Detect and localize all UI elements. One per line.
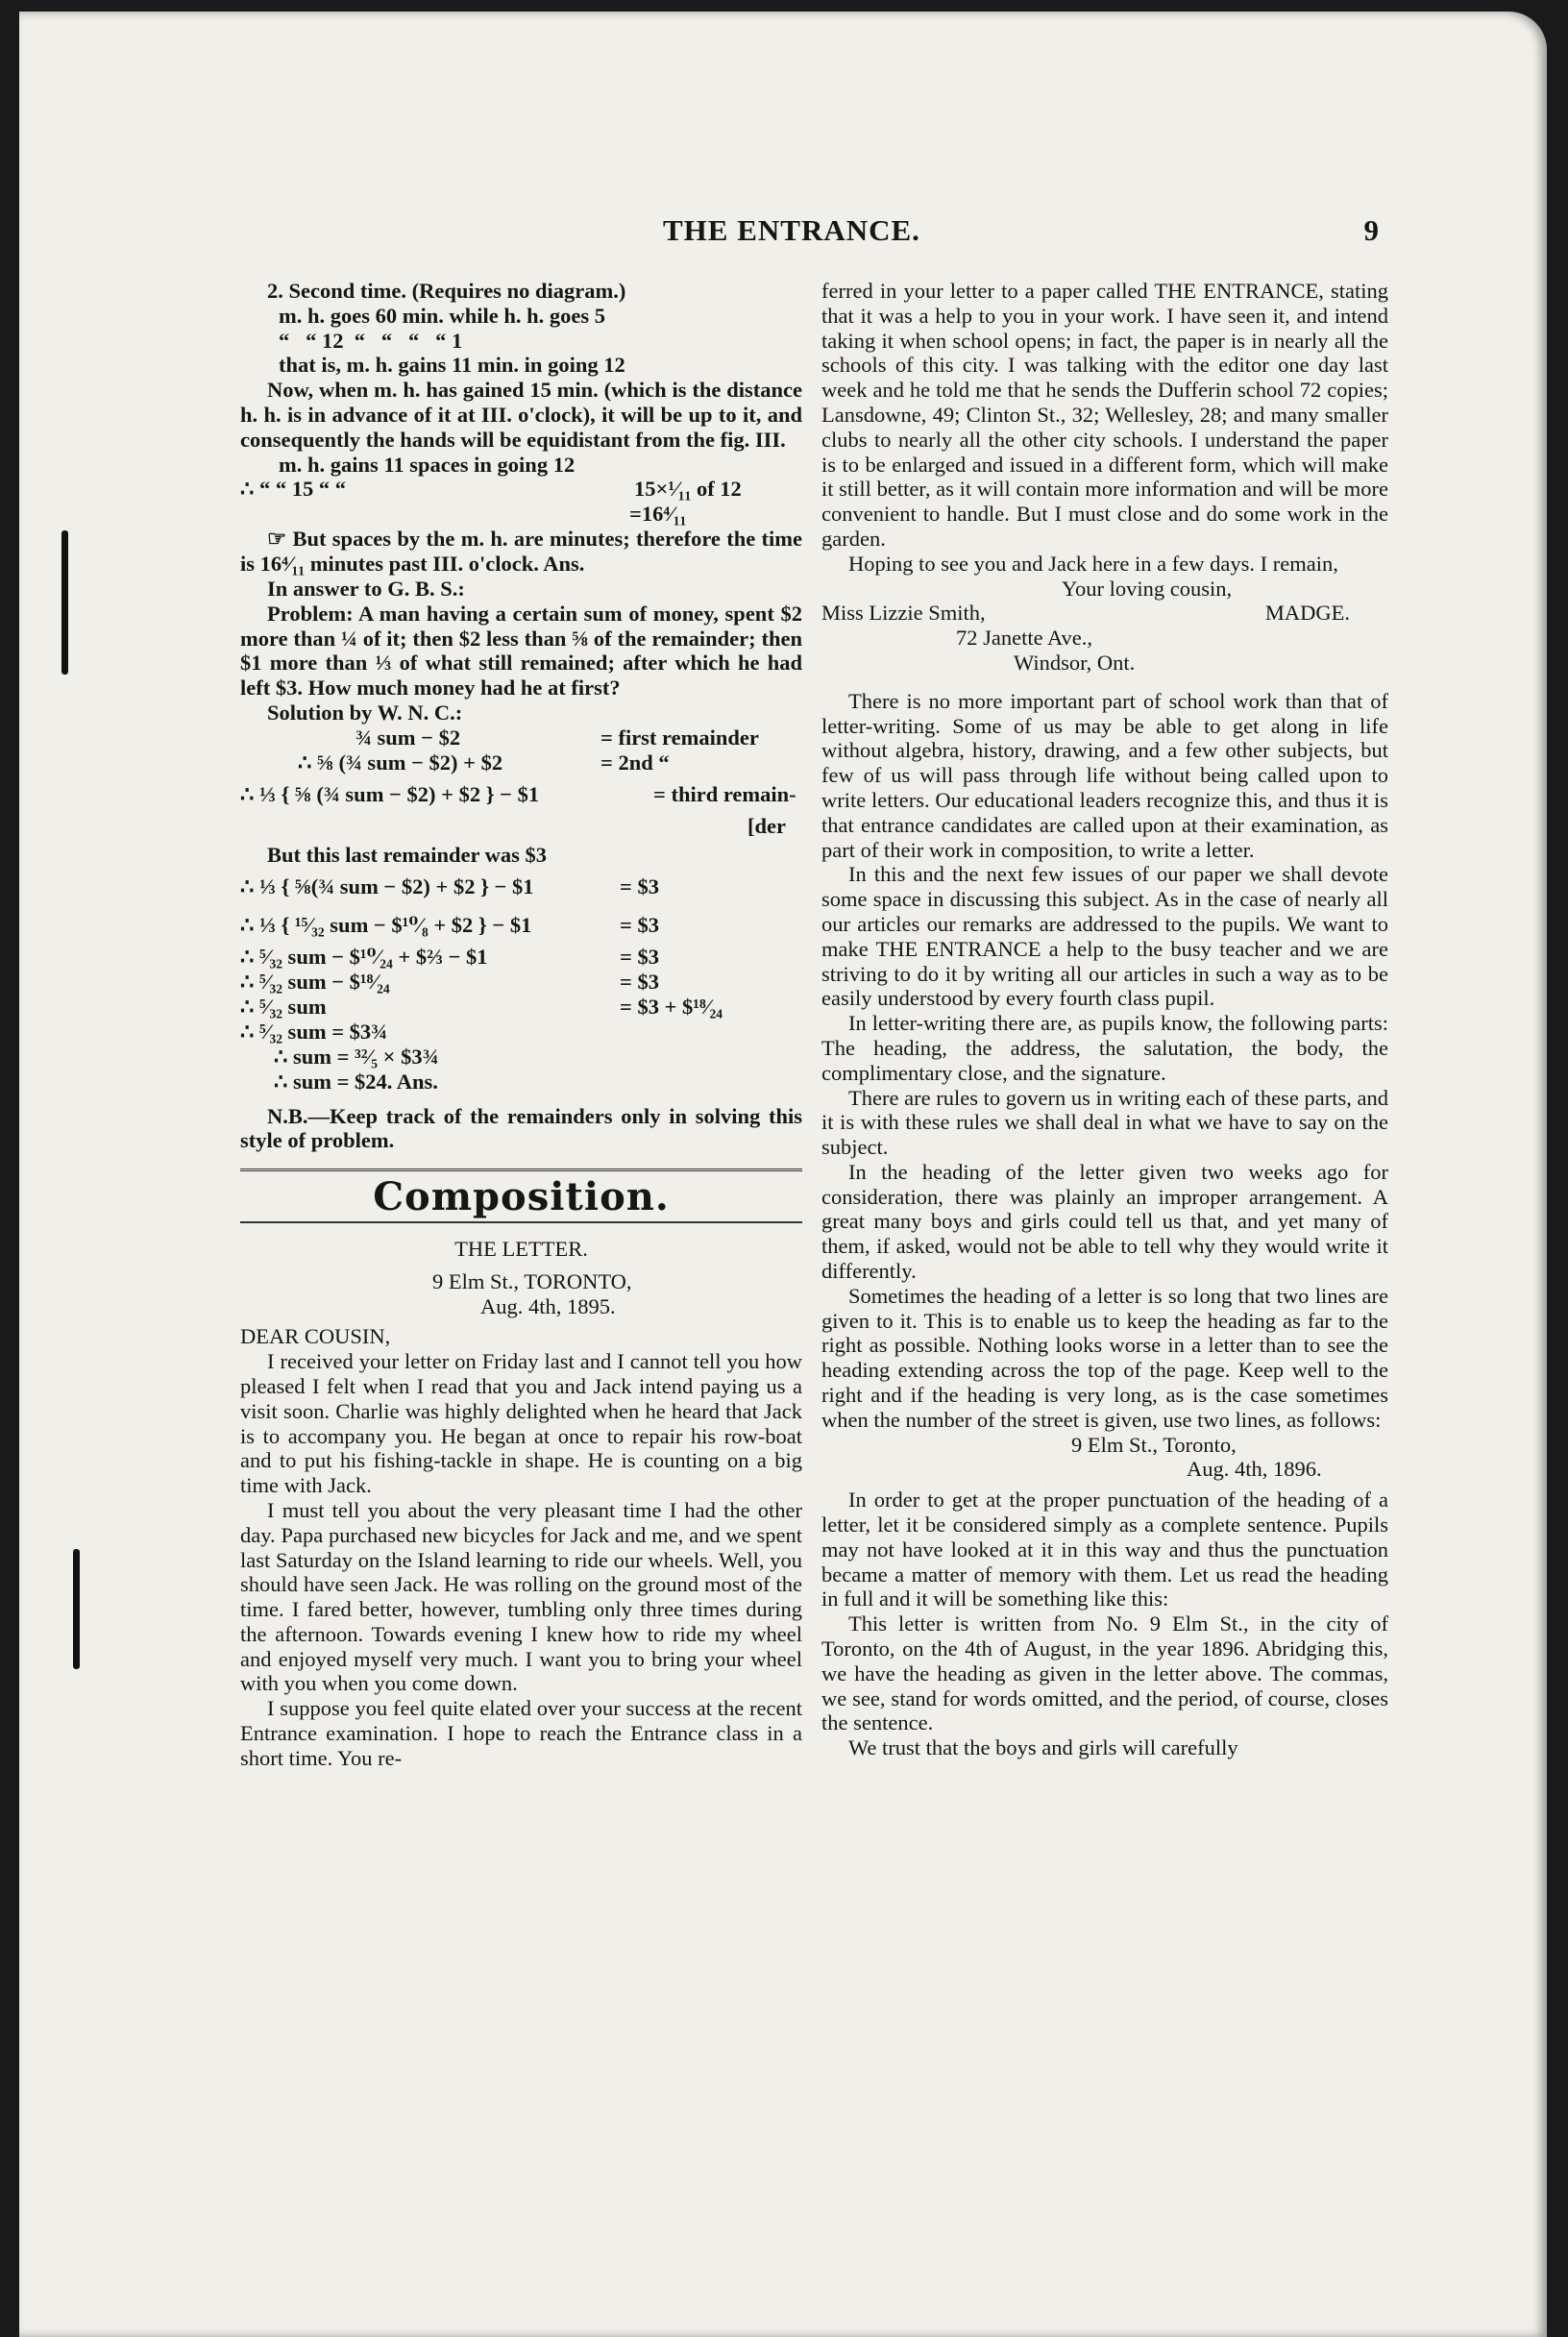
section-heading: Composition. xyxy=(373,1174,670,1220)
math-line: ∴ ⅓ { ¹⁵⁄₃₂ sum − $¹⁰⁄₈ + $2 } − $1 = $3 xyxy=(240,912,659,937)
header-title: THE ENTRANCE. xyxy=(663,213,920,247)
recipient-name: Miss Lizzie Smith, xyxy=(821,601,986,626)
recipient-address-line: Windsor, Ont. xyxy=(1014,650,1136,675)
math-line: m. h. goes 60 min. while h. h. goes 5 xyxy=(279,303,606,328)
math-line: ¾ sum − $2 = first remainder xyxy=(355,725,759,750)
paragraph: There are rules to govern us in writing each of these parts, and it is with these rules we shall deal in what we have to say on the subject. xyxy=(821,1085,1388,1160)
math-line: ∴ ⁵⁄₃₂ sum − $¹⁸⁄₂₄ = $3 xyxy=(240,969,659,994)
paragraph: 2. Second time. (Requires no diagram.) xyxy=(267,279,626,303)
right-column xyxy=(821,279,1388,1760)
paragraph: Solution by W. N. C.: xyxy=(267,700,463,725)
letter-signature: MADGE. xyxy=(1264,601,1350,626)
left-column xyxy=(240,279,802,1771)
math-line: ∴ ⅓ { ⅝ (¾ sum − $2) + $2 } − $1 = third remain- xyxy=(240,781,796,806)
math-line: m. h. gains 11 spaces in going 12 xyxy=(279,452,576,477)
letter-recipient-row xyxy=(821,601,1388,626)
math-line: ∴ ⅓ { ⅝(¾ sum − $2) + $2 } − $1 = $3 xyxy=(240,873,659,898)
paragraph: Problem: A man having a certain sum of money, spent $2 more than ¼ of it; then $2 less than ⅝ of the remainder; then $1 more than ⅓ of what still remained; after which he had left $3. How much money had he at first? xyxy=(240,601,802,701)
paragraph: In answer to G. B. S.: xyxy=(267,576,465,601)
letter-paragraph: I must tell you about the very pleasant time I had the other day. Papa purchased new bicycles for Jack and me, and we spent last Saturday on the Island learning to ride our wheels. Well, you should have seen Jack. He was rolling on the ground most of the time. I fared better, however, tumbling only three times during the afternoon. Towards evening I knew how to ride my wheel and enjoyed myself very much. I want you to bring your wheel with you when you come down. xyxy=(240,1497,802,1696)
note-paragraph: N.B.—Keep track of the remainders only in solving this style of problem. xyxy=(240,1103,802,1153)
section-divider xyxy=(240,1221,802,1223)
paragraph: In this and the next few issues of our paper we shall devote some space in discussing this subject. As in the case of nearly all our articles our remarks are addressed to the pupils. We want to make THE ENTRANCE a help to the busy teacher and we are striving to do it by writing all our articles in such a way as to be easily understood by every fourth class pupil. xyxy=(821,862,1388,1011)
letter-paragraph: I suppose you feel quite elated over your success at the recent Entrance examination. I hope to reach the Entrance class in a short time. You re- xyxy=(240,1696,802,1770)
letter-paragraph: I received your letter on Friday last and I cannot tell you how pleased I felt when I read that you and Jack intend paying us a visit soon. Charlie was highly delighted when he heard that Jack is to accompany you. He began at once to repair his row-boat and to put his fishing-tackle in shape. He is counting on a big time with Jack. xyxy=(240,1349,802,1498)
paragraph: Sometimes the heading of a letter is so long that two lines are given to it. This is to enable us to keep the heading as far to the right as possible. Nothing looks worse in a letter than to see the heading extending across the top of the page. Keep well to the right and if the heading is very long, as is the case sometimes when the number of the street is given, use two lines, as follows: xyxy=(821,1283,1388,1432)
letter-paragraph: Hoping to see you and Jack here in a few days. I remain, xyxy=(848,551,1338,576)
example-heading-line: Aug. 4th, 1896. xyxy=(1187,1457,1322,1482)
paragraph: In the heading of the letter given two weeks ago for consideration, there was plainly an improper arrangement. A great many boys and girls could tell us that, and yet many of them, if asked, would not be able to tell why they would write it differently. xyxy=(821,1159,1388,1284)
letter-address-line: 9 Elm St., TORONTO, xyxy=(432,1268,632,1293)
letter-address-line: Aug. 4th, 1895. xyxy=(480,1293,616,1318)
page-number: 9 xyxy=(1363,213,1379,247)
letter-salutation: DEAR COUSIN, xyxy=(240,1324,391,1349)
recipient-address-line: 72 Janette Ave., xyxy=(956,626,1093,651)
letter-closing: Your loving cousin, xyxy=(1062,576,1233,601)
paragraph: We trust that the boys and girls will carefully xyxy=(848,1735,1238,1760)
math-line: ∴ “ “ 15 “ “ 15×¹⁄₁₁ of 12 xyxy=(240,477,742,502)
running-header xyxy=(240,213,1379,252)
example-heading-line: 9 Elm St., Toronto, xyxy=(1071,1432,1237,1457)
math-line: =16⁴⁄₁₁ xyxy=(629,502,687,527)
paragraph: In order to get at the proper punctuation of the heading of a letter, let it be considered simply as a complete sentence. Pupils may not have looked at it in this way and thus the punctuation became a matter of memory with them. Let us read the heading in full and it will be something like this: xyxy=(821,1488,1388,1611)
paragraph: Now, when m. h. has gained 15 min. (which is the distance h. h. is in advance of it at III. o'clock), it will be up to it, and consequently the hands will be equidistant from the fig. III. xyxy=(240,378,802,452)
paragraph: This letter is written from No. 9 Elm St., in the city of Toronto, on the 4th of August, in the year 1896. Abridging this, we have the heading as given in the letter above. The commas, we see, stand for words omitted, and the period, of course, closes the sentence. xyxy=(821,1611,1388,1735)
binding-mark xyxy=(73,1549,80,1669)
math-line: ∴ ⁵⁄₃₂ sum = $3 + $¹⁸⁄₂₄ xyxy=(240,994,723,1019)
math-line: ∴ ⅝ (¾ sum − $2) + $2 = 2nd “ xyxy=(298,750,670,775)
math-line: ∴ ⁵⁄₃₂ sum − $¹⁰⁄₂₄ + $⅔ − $1 = $3 xyxy=(240,944,659,969)
paragraph: In letter-writing there are, as pupils know, the following parts: The heading, the address, the salutation, the body, the complimentary close, and the signature. xyxy=(821,1011,1388,1085)
letter-paragraph: ferred in your letter to a paper called THE ENTRANCE, stating that it was a help to you in your work. I have seen it, and intend taking it when school opens; in fact, the paper is in nearly all the schools of this city. I was talking with the editor one day last week and he told me that he sends the Dufferin school 72 copies; Lansdowne, 49; Clinton St., 32; Wellesley, 28; and many smaller clubs to nearly all the other city schools. I understand the paper is to be enlarged and issued in a different form, which will make it still better, as it will contain more information and will be more convenient to handle. But I must close and do some work in the garden. xyxy=(821,279,1388,551)
paragraph: ☞ But spaces by the m. h. are minutes; therefore the time is 16⁴⁄₁₁ minutes past III. o'clock. Ans. xyxy=(240,527,802,577)
math-line: ∴ sum = $24. Ans. xyxy=(274,1069,438,1094)
math-line: ∴ ⁵⁄₃₂ sum = $3¾ xyxy=(240,1019,388,1044)
math-line: [der xyxy=(747,813,786,838)
binding-mark xyxy=(61,530,68,675)
section-divider xyxy=(240,1168,802,1171)
math-line: ∴ sum = ³²⁄₅ × $3¾ xyxy=(274,1044,439,1069)
letter-title: THE LETTER. xyxy=(454,1236,588,1261)
paragraph: There is no more important part of school work than that of letter-writing. Some of us may be able to get along in life without algebra, history, drawing, and a few other subjects, but few of us will pass through life without being called upon to write letters. Our educational leaders recognize this, and thus it is that entrance candidates are called upon at their examination, as part of their work in composition, to write a letter. xyxy=(821,688,1388,862)
paragraph: But this last remainder was $3 xyxy=(267,842,548,867)
math-line: “ “ 12 “ “ “ “ 1 xyxy=(279,328,463,353)
math-line: that is, m. h. gains 11 min. in going 12 xyxy=(279,353,625,378)
